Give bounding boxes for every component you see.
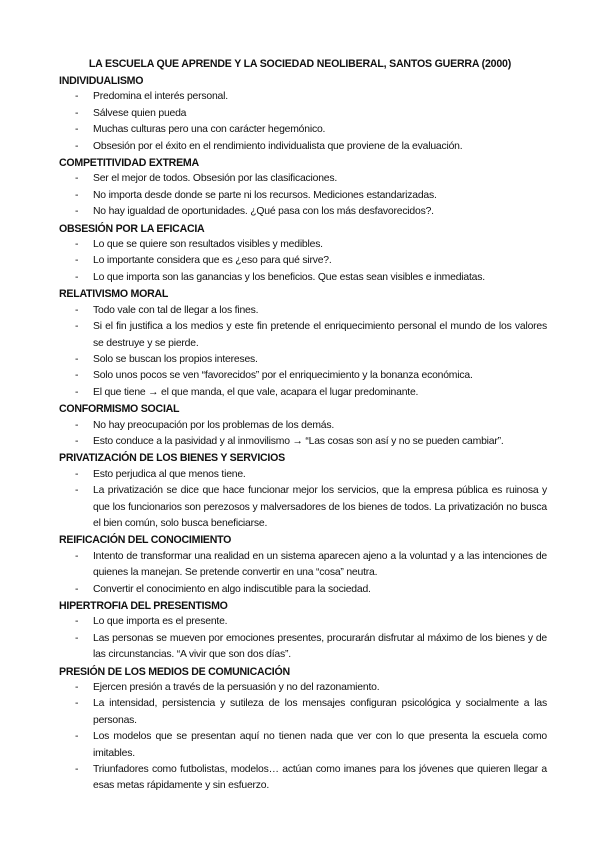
bullet-dash: - [75, 353, 79, 365]
list-item-text: Obsesión por el éxito en el rendimiento individualista que proviene de la evaluación. [93, 140, 463, 152]
list-item-text: Triunfadores como futbolistas, modelos… actúan como imanes para los jóvenes que quieren llegar a esas metas rápidamente y sin esfuerzo. [93, 764, 547, 792]
bullet-dash: - [75, 321, 79, 333]
list-item [59, 614, 547, 630]
list-item [59, 762, 547, 795]
document-body [59, 73, 547, 795]
bullet-dash: - [75, 550, 79, 562]
bullet-list [59, 680, 547, 795]
list-item [59, 483, 547, 532]
document-title: LA ESCUELA QUE APRENDE Y LA SOCIEDAD NEOLIBERAL, SANTOS GUERRA (2000) [88, 58, 512, 70]
bullet-dash: - [75, 91, 79, 103]
bullet-dash: - [75, 107, 79, 119]
list-item-text: La privatización se dice que hace funcionar mejor los servicios, que la empresa pública es ruinosa y que los funcionarios son perezosos y malversadores de los bienes de todos. La privatización no busca el bien común, solo busca beneficiarse. [93, 485, 547, 529]
list-item-text: Esto perjudica al que menos tiene. [93, 468, 246, 480]
list-item [59, 368, 547, 384]
list-item-text: Los modelos que se presentan aquí no tienen nada que ver con lo que presenta la escuela como imitables. [93, 731, 547, 759]
list-item [59, 434, 547, 450]
list-item-text: La intensidad, persistencia y sutileza de los mensajes configuran psicológica y socialmente a las personas. [93, 698, 547, 726]
bullet-list [59, 171, 547, 220]
bullet-dash: - [75, 124, 79, 136]
section-heading: PRESIÓN DE LOS MEDIOS DE COMUNICACIÓN [59, 665, 290, 678]
list-item-text: Ejercen presión a través de la persuasión y no del razonamiento. [93, 682, 380, 694]
list-item [59, 352, 547, 368]
bullet-dash: - [75, 468, 79, 480]
section [59, 401, 547, 450]
list-item [59, 270, 547, 286]
list-item [59, 122, 547, 138]
bullet-list [59, 549, 547, 598]
list-item-text: Lo que se quiere son resultados visibles y medibles. [93, 239, 323, 251]
section [59, 155, 547, 221]
list-item [59, 253, 547, 269]
bullet-list [59, 467, 547, 533]
section [59, 286, 547, 401]
section [59, 73, 547, 155]
list-item-text: Sálvese quien pueda [93, 107, 187, 119]
list-item [59, 729, 547, 762]
bullet-dash: - [75, 731, 79, 743]
section-heading: OBSESIÓN POR LA EFICACIA [59, 222, 205, 235]
list-item-text: Solo unos pocos se ven “favorecidos” por el enriquecimiento y la bonanza económica. [93, 370, 473, 382]
list-item-text: Muchas culturas pero una con carácter hegemónico. [93, 124, 326, 136]
list-item [59, 303, 547, 319]
list-item [59, 680, 547, 696]
bullet-dash: - [75, 173, 79, 185]
bullet-dash: - [75, 632, 79, 644]
list-item-text: El que tiene → el que manda, el que vale, acapara el lugar predominante. [93, 386, 419, 398]
section [59, 221, 547, 287]
bullet-dash: - [75, 616, 79, 628]
bullet-list [59, 418, 547, 451]
list-item [59, 467, 547, 483]
section-heading: REIFICACIÓN DEL CONOCIMIENTO [59, 534, 232, 547]
list-item-text: Lo que importa es el presente. [93, 616, 228, 628]
section-heading: RELATIVISMO MORAL [59, 288, 169, 301]
section [59, 450, 547, 532]
list-item-text: Lo importante considera que es ¿eso para qué sirve?. [93, 255, 332, 267]
list-item-text: No importa desde donde se parte ni los recursos. Mediciones estandarizadas. [93, 189, 437, 201]
bullet-dash: - [75, 583, 79, 595]
bullet-dash: - [75, 239, 79, 251]
bullet-dash: - [75, 698, 79, 710]
list-item [59, 139, 547, 155]
section [59, 664, 547, 795]
list-item [59, 188, 547, 204]
list-item-text: Intento de transformar una realidad en un sistema aparecen ajeno a la voluntad y a las intenciones de quienes la manejan. Se pretende convertir en una “cosa” neutra. [93, 550, 547, 579]
list-item [59, 237, 547, 253]
section [59, 598, 547, 664]
list-item-text: No hay preocupación por los problemas de los demás. [93, 419, 335, 431]
list-item [59, 106, 547, 122]
bullet-list [59, 614, 547, 663]
bullet-dash: - [75, 304, 79, 316]
bullet-dash: - [75, 140, 79, 152]
bullet-dash: - [75, 419, 79, 431]
list-item-text: Ser el mejor de todos. Obsesión por las clasificaciones. [93, 173, 338, 185]
list-item [59, 696, 547, 729]
bullet-dash: - [75, 189, 79, 201]
section-heading: HIPERTROFIA DEL PRESENTISMO [59, 600, 228, 612]
bullet-dash: - [75, 386, 79, 398]
list-item-text: Lo que importa son las ganancias y los beneficios. Que estas sean visibles e inmediatas. [93, 271, 485, 283]
bullet-dash: - [75, 435, 79, 447]
list-item [59, 549, 547, 582]
list-item-text: Convertir el conocimiento en algo indiscutible para la sociedad. [93, 583, 371, 595]
section-heading: PRIVATIZACIÓN DE LOS BIENES Y SERVICIOS [59, 452, 285, 465]
list-item-text: No hay igualdad de oportunidades. ¿Qué pasa con los más desfavorecidos?. [93, 206, 434, 218]
list-item [59, 631, 547, 664]
bullet-dash: - [75, 255, 79, 267]
bullet-list [59, 237, 547, 286]
list-item [59, 204, 547, 220]
list-item [59, 582, 547, 598]
bullet-dash: - [75, 271, 79, 283]
bullet-dash: - [75, 764, 79, 776]
list-item [59, 319, 547, 352]
bullet-dash: - [75, 682, 79, 694]
section-heading: COMPETITIVIDAD EXTREMA [59, 157, 199, 170]
list-item-text: Predomina el interés personal. [93, 91, 228, 103]
list-item [59, 171, 547, 187]
bullet-dash: - [75, 370, 79, 382]
bullet-dash: - [75, 485, 79, 497]
section-heading: INDIVIDUALISMO [59, 75, 144, 87]
list-item [59, 418, 547, 434]
bullet-list [59, 89, 547, 155]
list-item-text: Esto conduce a la pasividad y al inmovilismo → “Las cosas son así y no se pueden cambiar”. [93, 435, 504, 447]
bullet-dash: - [75, 206, 79, 218]
list-item-text: Solo se buscan los propios intereses. [93, 353, 258, 365]
list-item [59, 89, 547, 105]
list-item-text: Si el fin justifica a los medios y este fin pretende el enriquecimiento personal el mundo de los valores se destruye y se pierde. [93, 321, 547, 349]
list-item-text: Todo vale con tal de llegar a los fines. [93, 304, 259, 316]
section [59, 532, 547, 598]
list-item-text: Las personas se mueven por emociones presentes, procurarán disfrutar al máximo de los bienes y de las circunstancias. “A vivir que son dos días”. [93, 632, 547, 661]
section-heading: CONFORMISMO SOCIAL [59, 403, 180, 416]
bullet-list [59, 303, 547, 401]
list-item [59, 385, 547, 401]
